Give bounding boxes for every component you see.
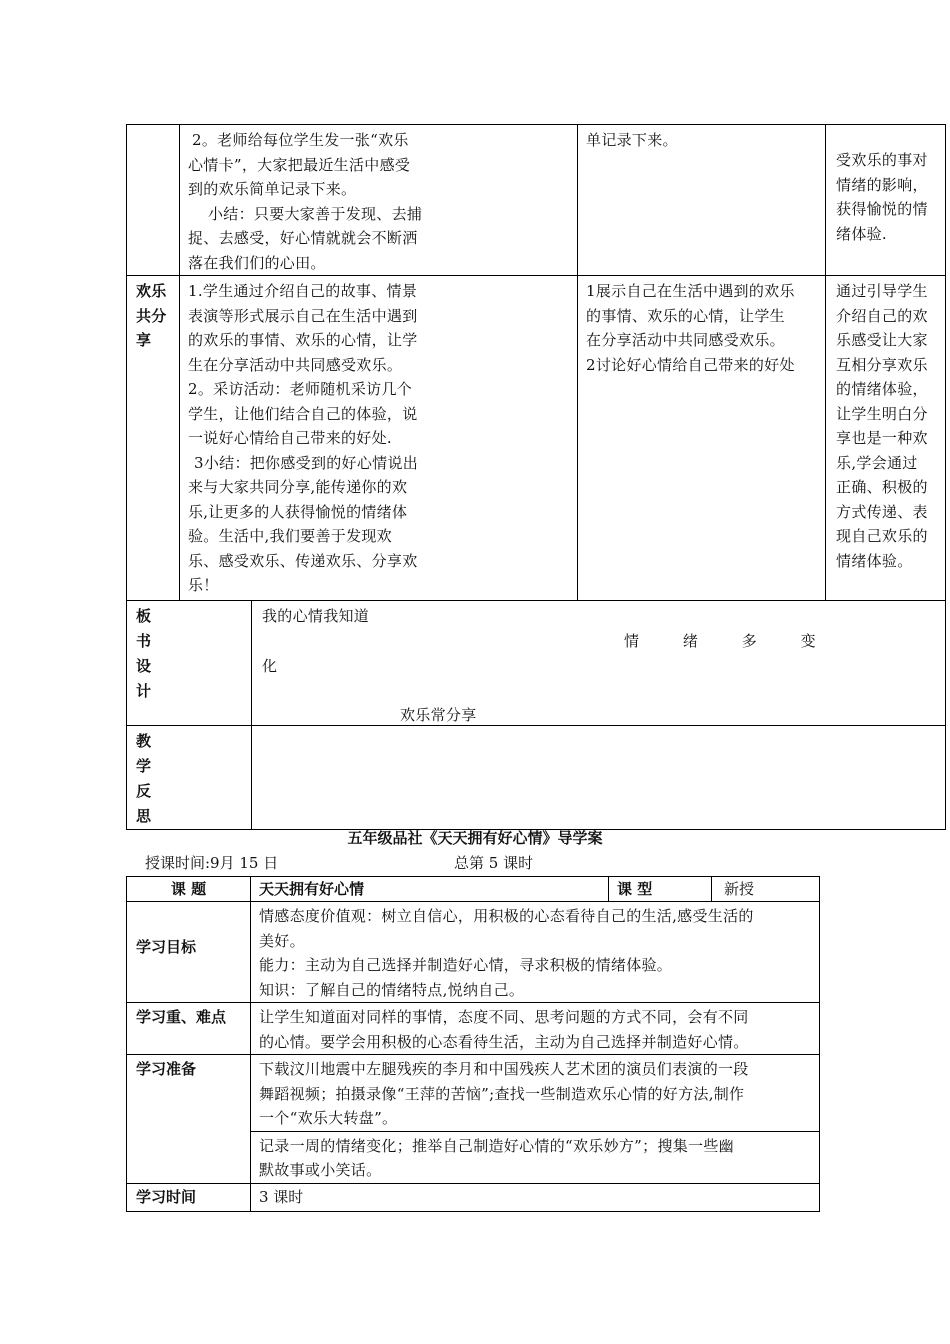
section-label-joy-sharing <box>127 276 180 601</box>
label-line: 书 <box>136 632 152 650</box>
text-line: 的情绪体验， <box>836 380 928 398</box>
lesson-process-table <box>126 124 946 830</box>
text-line: 的事情、欢乐的心情，让学生 <box>586 306 785 325</box>
text-line: 绪体验. <box>836 224 887 243</box>
lesson-count: 总第 5 课时 <box>454 854 534 872</box>
student-activity-cell-1 <box>578 125 826 276</box>
board-spaced-line <box>624 629 816 654</box>
design-intent-cell-2 <box>826 276 946 601</box>
text-line: 正确、积极的 <box>836 478 928 496</box>
text-line: 获得愉悦的情 <box>836 200 928 218</box>
lesson-plan-table <box>126 876 820 1212</box>
text-line: 来与大家共同分享,能传递你的欢 <box>188 478 408 496</box>
text-line: 情绪的影响， <box>836 175 928 194</box>
label-line: 计 <box>136 682 152 700</box>
reflection-content <box>252 726 946 830</box>
text-line: 1.学生通过介绍自己的故事、情景 <box>188 282 418 300</box>
text-line: 受欢乐的事对 <box>836 151 928 169</box>
text-line: 让学生知道面对同样的事情，态度不同、思考问题的方式不同，会有不同 <box>259 1008 749 1026</box>
text-line: 情绪体验。 <box>836 551 913 570</box>
text-line: 舞蹈视频；拍摄录像“王萍的苦恼”;查找一些制造欢乐心情的好方法,制作 <box>259 1084 745 1103</box>
text-line: 现自己欢乐的 <box>836 527 928 545</box>
text-line: 知识：了解自己的情绪特点,悦纳自己。 <box>259 980 525 999</box>
design-intent-cell-1 <box>826 125 946 276</box>
prep-student-content <box>251 1131 820 1183</box>
label-line: 设 <box>136 657 152 675</box>
text-line: 默故事或小笑话。 <box>259 1161 382 1179</box>
text-line: 在分享活动中共同感受欢乐。 <box>586 331 785 349</box>
text-line: 记录一周的情绪变化；推举自己制造好心情的“欢乐妙方”；搜集一些幽 <box>259 1136 734 1155</box>
prep-label: 学习准备 <box>127 1055 251 1184</box>
label-line: 教 <box>136 732 152 750</box>
text-line: 一个“欢乐大转盘”。 <box>259 1109 398 1127</box>
prep-teacher-content <box>251 1055 820 1132</box>
label-line: 思 <box>136 807 152 825</box>
text-line: 方式传递、表 <box>836 502 928 521</box>
text-line: 的心情。要学会用积极的心态看待生活，主动为自己选择并制造好心情。 <box>259 1032 749 1051</box>
goals-content <box>251 902 820 1003</box>
time-value: 3 课时 <box>251 1183 820 1211</box>
empty-label-cell <box>127 125 180 276</box>
text-line: 落在我们们的心田。 <box>188 253 326 272</box>
text-line: 让学生明白分 <box>836 404 928 423</box>
date-label: 授课时间:9月 15 日 <box>145 854 279 872</box>
text-line: 生在分享活动中共同感受欢乐。 <box>188 355 403 374</box>
text-line: 通过引导学生 <box>836 282 928 300</box>
text-line: 单记录下来。 <box>586 131 678 149</box>
text-line: 一说好心情给自己带来的好处. <box>188 429 392 447</box>
text-line: 情感态度价值观：树立自信心，用积极的心态看待自己的生活,感受生活的 <box>259 907 754 925</box>
label-line: 反 <box>136 782 152 800</box>
section-label-reflection <box>127 726 252 830</box>
text-line: 乐感受让大家 <box>836 331 928 349</box>
teacher-activity-cell-1 <box>180 125 578 276</box>
text-line: 乐,学会通过 <box>836 453 918 472</box>
text-line: 验。生活中,我们要善于发现欢 <box>188 527 392 545</box>
student-activity-cell-2 <box>578 276 826 601</box>
text-line: 小结：只要大家善于发现、去捕 <box>208 204 423 223</box>
text-line: 能力：主动为自己选择并制造好心情，寻求积极的情绪体验。 <box>259 956 673 974</box>
text-line: 介绍自己的欢 <box>836 306 928 325</box>
text-line: 互相分享欢乐 <box>836 355 928 374</box>
section-label-board-design <box>127 601 252 726</box>
topic-value: 天天拥有好心情 <box>251 877 609 902</box>
board-char: 绪 <box>682 632 699 650</box>
board-title: 我的心情我知道 <box>262 607 370 625</box>
text-line: 学生，让他们结合自己的体验，说 <box>188 404 418 423</box>
text-line: 3小结：把你感受到的好心情说出 <box>194 453 419 472</box>
text-line: 表演等形式展示自己在生活中遇到 <box>188 306 418 325</box>
text-line: 2。老师给每位学生发一张“欢乐 <box>192 131 409 149</box>
type-value: 新授 <box>712 877 820 902</box>
text-line: 的欢乐的事情、欢乐的心情，让学 <box>188 331 418 349</box>
text-line: 2讨论好心情给自己带来的好处 <box>586 355 795 374</box>
board-char: 多 <box>741 632 758 650</box>
text-line: 乐！ <box>188 576 219 594</box>
text-line: 乐,让更多的人获得愉悦的情绪体 <box>188 502 408 521</box>
text-line: 美好。 <box>259 931 305 950</box>
focus-label: 学习重、难点 <box>127 1003 251 1055</box>
board-line-3: 化 <box>262 657 278 675</box>
label-line: 板 <box>136 607 152 625</box>
label-line: 共分 <box>136 306 167 325</box>
time-label: 学习时间 <box>127 1183 251 1211</box>
text-line: 到的欢乐简单记录下来。 <box>188 180 357 198</box>
text-line: 下载汶川地震中左腿残疾的李月和中国残疾人艺术团的演员们表演的一段 <box>259 1060 749 1078</box>
teacher-activity-cell-2 <box>180 276 578 601</box>
focus-content <box>251 1003 820 1055</box>
label-line: 欢乐 <box>136 282 167 300</box>
page-title: 五年级品社《天天拥有好心情》导学案 <box>347 829 603 847</box>
type-label: 课 型 <box>609 877 712 902</box>
text-line: 2。采访活动：老师随机采访几个 <box>188 380 413 398</box>
label-line: 享 <box>136 331 152 349</box>
goals-label: 学习目标 <box>127 902 251 1003</box>
label-line: 学 <box>136 757 152 775</box>
board-design-content <box>252 601 946 726</box>
text-line: 捉、去感受，好心情就就会不断洒 <box>188 229 418 247</box>
text-line: 1展示自己在生活中遇到的欢乐 <box>586 282 795 300</box>
board-char: 变 <box>800 632 816 650</box>
text-line: 心情卡”，大家把最近生活中感受 <box>188 155 411 174</box>
board-line-4: 欢乐常分享 <box>400 706 477 724</box>
topic-label: 课 题 <box>127 877 251 902</box>
board-char: 情 <box>624 632 640 650</box>
text-line: 乐、感受欢乐、传递欢乐、分享欢 <box>188 551 418 570</box>
text-line: 享也是一种欢 <box>836 429 928 447</box>
